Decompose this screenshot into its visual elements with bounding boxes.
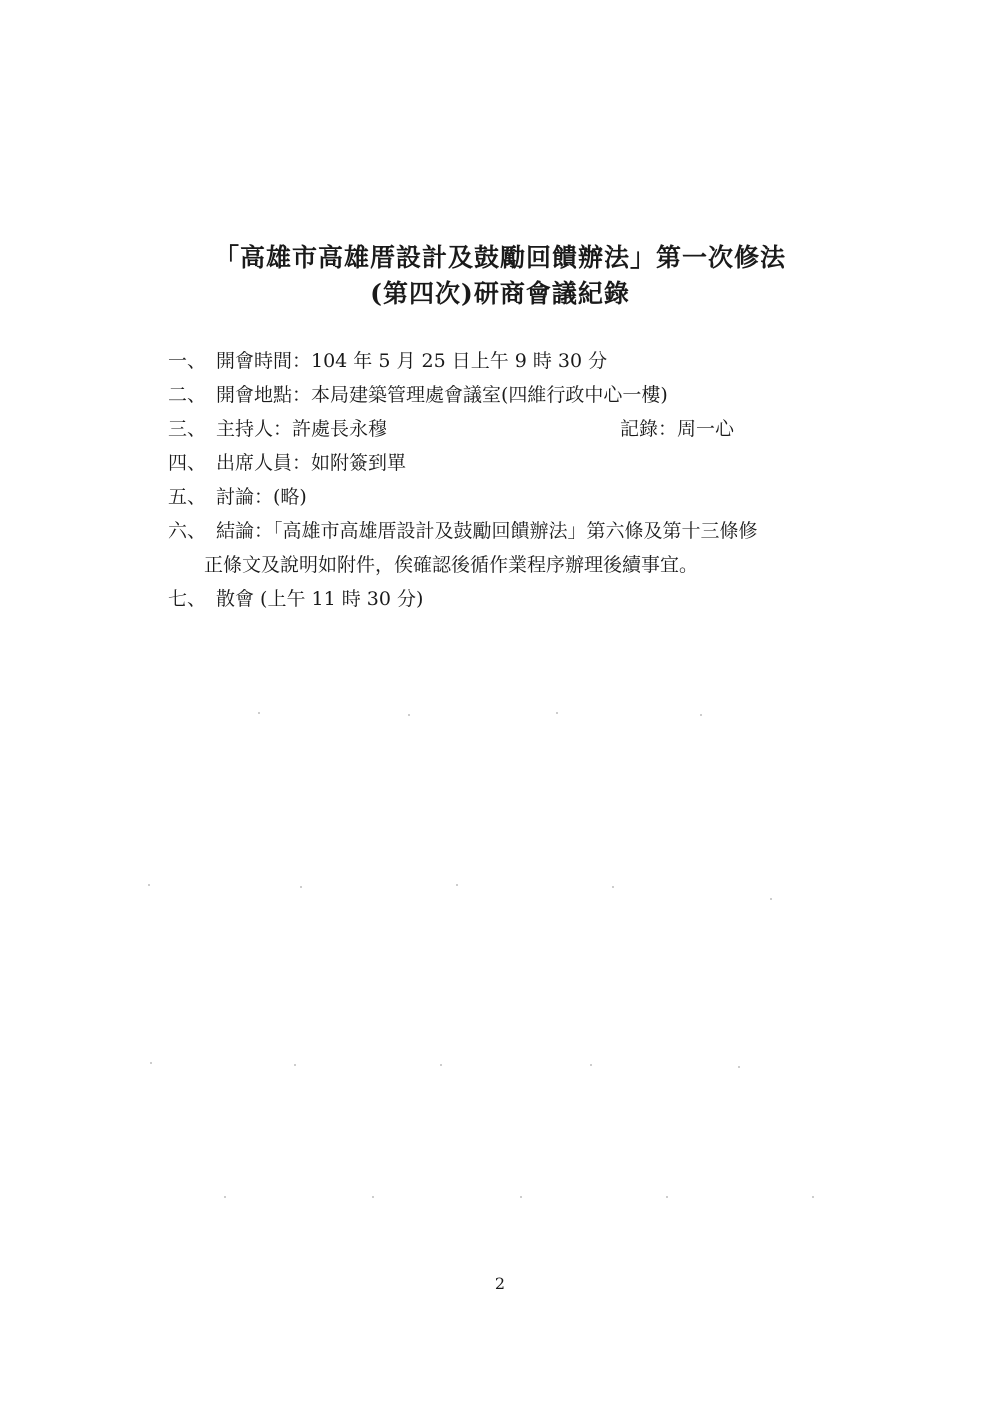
scan-speck <box>556 712 558 714</box>
item-number: 四、 <box>168 452 207 474</box>
scan-speck <box>770 898 772 900</box>
scan-speck <box>738 1066 740 1068</box>
scan-speck <box>294 1064 296 1066</box>
scan-speck <box>372 1196 374 1198</box>
item-text: 開會時間：104 年 5 月 25 日上午 9 時 30 分 <box>216 350 608 372</box>
item-text: 開會地點：本局建築管理處會議室(四維行政中心一樓) <box>216 384 668 406</box>
scan-speck <box>258 712 260 714</box>
item-number: 二、 <box>168 384 207 406</box>
list-item-chair <box>168 412 848 446</box>
scan-speck <box>300 886 302 888</box>
item-text: 討論：(略) <box>216 486 307 508</box>
list-item-discussion <box>168 480 848 514</box>
title-line-2: (第四次)研商會議紀錄 <box>370 279 630 308</box>
scan-speck <box>148 884 150 886</box>
scan-speck <box>440 1064 442 1066</box>
item-number: 一、 <box>168 350 207 372</box>
recorder-text: 記錄：周一心 <box>620 418 735 440</box>
item-number: 六、 <box>168 520 207 542</box>
scan-speck <box>700 714 702 716</box>
scan-speck <box>456 884 458 886</box>
scan-speck <box>812 1196 814 1198</box>
item-number: 七、 <box>168 588 207 610</box>
scan-speck <box>590 1064 592 1066</box>
item-number: 三、 <box>168 418 207 440</box>
item-text: 結論：「高雄市高雄厝設計及鼓勵回饋辦法」第六條及第十三條修 <box>216 520 758 542</box>
scan-speck <box>150 1062 152 1064</box>
list-item-meeting-time <box>168 344 848 378</box>
item-text-continued: 正條文及說明如附件，俟確認後循作業程序辦理後續事宜。 <box>204 554 699 576</box>
list-item-meeting-place <box>168 378 848 412</box>
minutes-list <box>168 344 848 616</box>
list-item-conclusion <box>168 514 848 582</box>
scan-speck <box>408 714 410 716</box>
item-number: 五、 <box>168 486 207 508</box>
scan-speck <box>224 1196 226 1198</box>
item-text: 主持人：許處長永穆 <box>216 418 388 440</box>
item-text: 出席人員：如附簽到單 <box>216 452 407 474</box>
scan-speck <box>666 1196 668 1198</box>
item-text: 散會 (上午 11 時 30 分) <box>216 588 424 610</box>
list-item-attendees <box>168 446 848 480</box>
scan-speck <box>520 1196 522 1198</box>
scan-speck <box>612 886 614 888</box>
list-item-adjourn <box>168 582 848 616</box>
title-line-1: 「高雄市高雄厝設計及鼓勵回饋辦法」第一次修法 <box>213 243 786 272</box>
page-number: 2 <box>494 1274 506 1293</box>
document-title <box>0 240 1000 312</box>
